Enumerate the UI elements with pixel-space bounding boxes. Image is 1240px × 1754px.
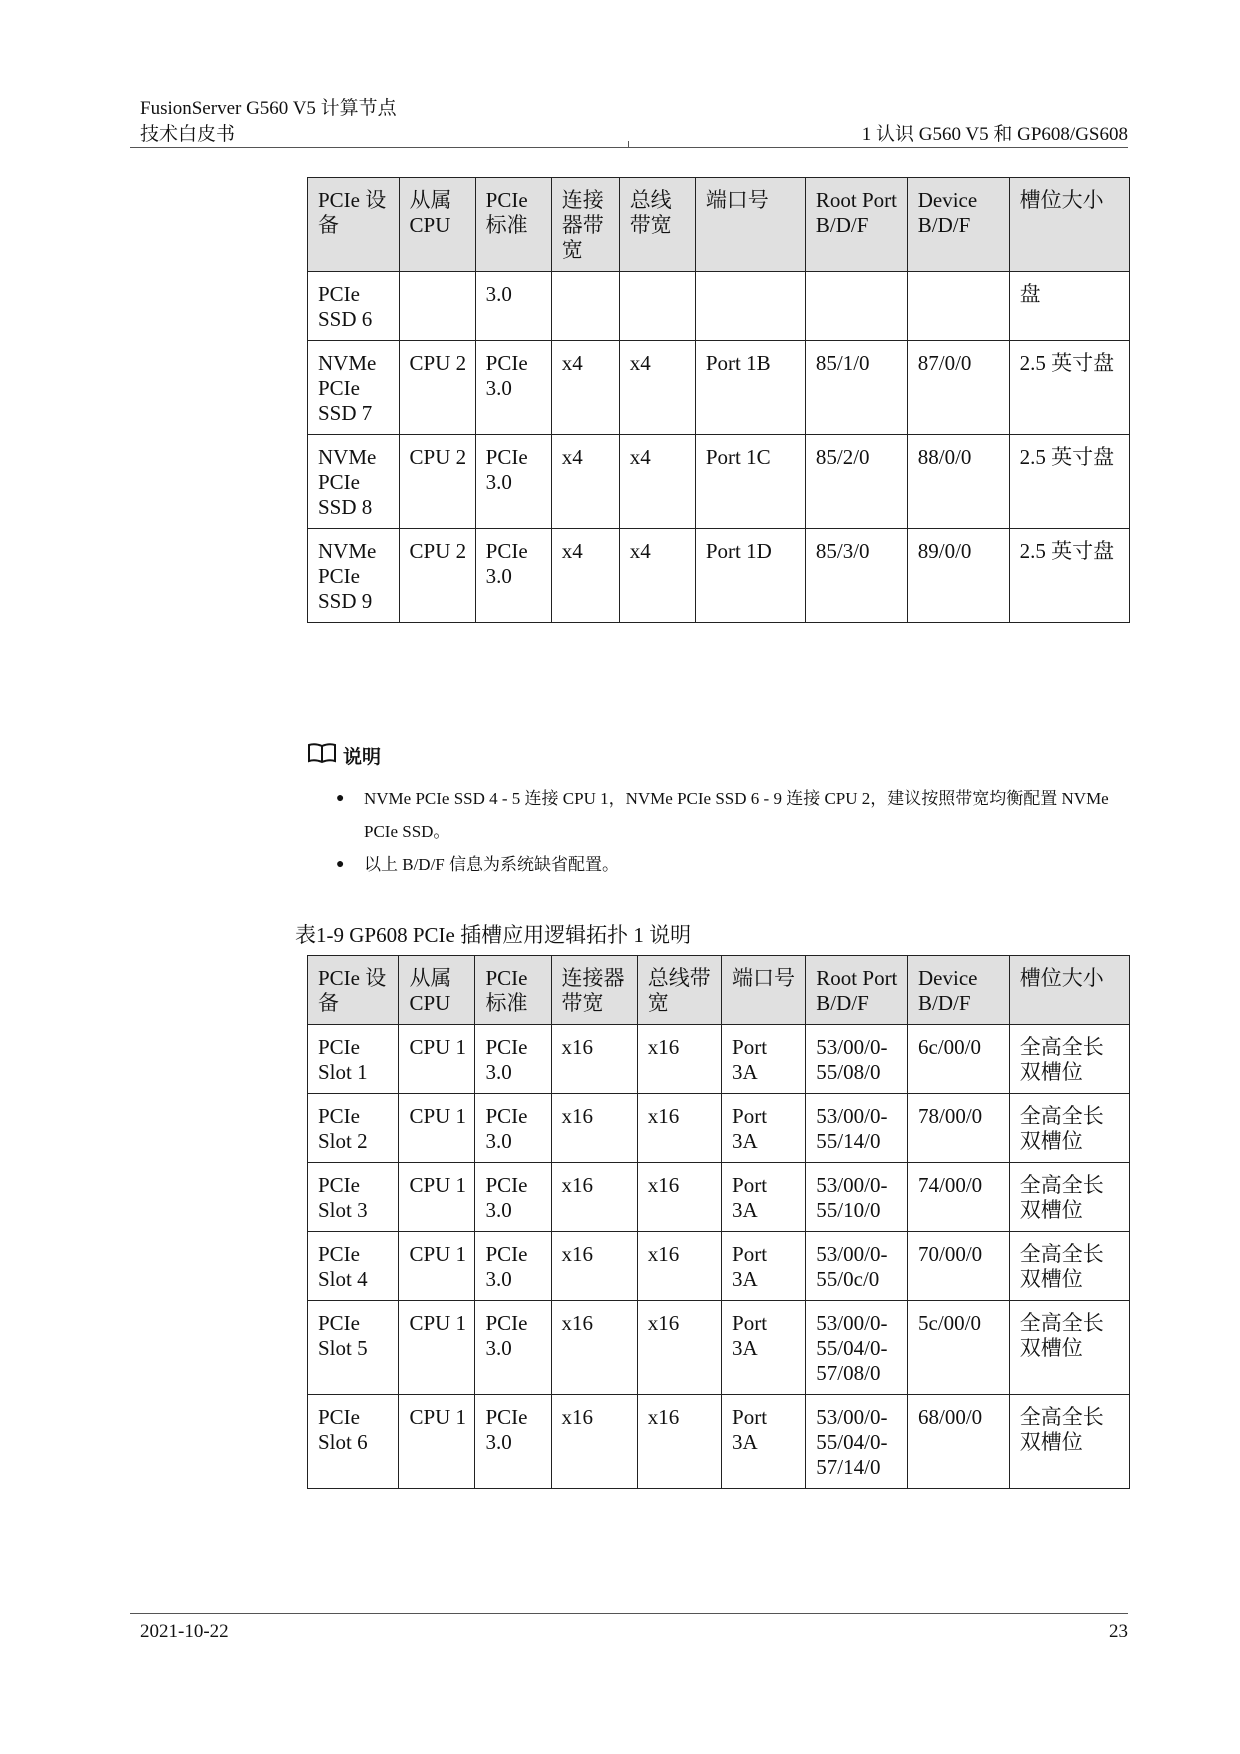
table-cell: 53/00/0-55/10/0 [806, 1163, 908, 1232]
column-header: 连接器带宽 [551, 956, 637, 1025]
table-cell: 53/00/0-55/04/0-57/08/0 [806, 1301, 908, 1395]
table-cell: 70/00/0 [908, 1232, 1010, 1301]
table-cell: 6c/00/0 [908, 1025, 1010, 1094]
header-product: FusionServer G560 V5 计算节点 [140, 98, 397, 119]
table-cell: NVMe PCIe SSD 9 [308, 529, 400, 623]
table-cell: PCIe 3.0 [475, 529, 551, 623]
table-cell: NVMe PCIe SSD 7 [308, 341, 400, 435]
header-divider-tick [628, 141, 629, 147]
table-cell: PCIe 3.0 [475, 435, 551, 529]
table-cell: x4 [551, 435, 619, 529]
table-row [308, 1301, 1130, 1395]
page-number: 23 [1109, 1621, 1128, 1642]
table-cell: x16 [637, 1232, 721, 1301]
table-cell: x16 [551, 1094, 637, 1163]
table-cell: PCIe Slot 6 [308, 1395, 399, 1489]
table-cell: PCIe Slot 4 [308, 1232, 399, 1301]
pcie-slot-table [307, 955, 1130, 1489]
table-cell: CPU 1 [399, 1094, 475, 1163]
table-cell: CPU 1 [399, 1025, 475, 1094]
note-heading [307, 742, 381, 769]
table-cell: PCIe 3.0 [475, 341, 551, 435]
table-cell: PCIe 3.0 [475, 1163, 551, 1232]
table-cell: x16 [551, 1232, 637, 1301]
table-row [308, 1025, 1130, 1094]
table-cell: CPU 1 [399, 1301, 475, 1395]
table-cell: 全高全长双槽位 [1009, 1232, 1129, 1301]
table-row [308, 1094, 1130, 1163]
table-cell: x16 [551, 1395, 637, 1489]
table-cell: CPU 2 [399, 435, 475, 529]
table-cell: PCIe Slot 1 [308, 1025, 399, 1094]
table-cell: Port 3A [722, 1025, 806, 1094]
table-cell: 全高全长双槽位 [1009, 1025, 1129, 1094]
column-header: 从属 CPU [399, 178, 475, 272]
page-header [140, 96, 1128, 148]
table-cell: 盘 [1009, 272, 1129, 341]
table-cell: x16 [637, 1094, 721, 1163]
table-cell: Port 3A [722, 1232, 806, 1301]
header-doc-type: 技术白皮书 [140, 124, 236, 145]
table-row [308, 1163, 1130, 1232]
table-cell: 74/00/0 [908, 1163, 1010, 1232]
column-header: PCIe 标准 [475, 956, 551, 1025]
table-cell: x16 [637, 1395, 721, 1489]
column-header: 端口号 [695, 178, 805, 272]
table-cell: 89/0/0 [907, 529, 1009, 623]
table-cell: 78/00/0 [908, 1094, 1010, 1163]
column-header: Device B/D/F [908, 956, 1010, 1025]
page-footer [140, 1621, 1128, 1643]
column-header: PCIe 设备 [308, 956, 399, 1025]
table-cell: CPU 2 [399, 341, 475, 435]
column-header: 槽位大小 [1009, 956, 1129, 1025]
header-chapter: 1 认识 G560 V5 和 GP608/GS608 [861, 124, 1128, 145]
column-header: 槽位大小 [1009, 178, 1129, 272]
table-caption: 表1-9 GP608 PCIe 插槽应用逻辑拓扑 1 说明 [295, 923, 692, 947]
table-cell: 87/0/0 [907, 341, 1009, 435]
table-cell [907, 272, 1009, 341]
header-divider [130, 147, 1128, 148]
table-header-row [308, 178, 1130, 272]
table-cell: x16 [637, 1025, 721, 1094]
table-cell: NVMe PCIe SSD 8 [308, 435, 400, 529]
table-cell: x4 [619, 529, 695, 623]
bullet-icon: ● [336, 791, 345, 806]
table-cell: PCIe Slot 3 [308, 1163, 399, 1232]
table-cell: 53/00/0-55/08/0 [806, 1025, 908, 1094]
list-item: ● 以上 B/D/F 信息为系统缺省配置。 [336, 848, 1126, 881]
column-header: Device B/D/F [907, 178, 1009, 272]
table-cell: 全高全长双槽位 [1009, 1301, 1129, 1395]
table-cell: PCIe 3.0 [475, 1232, 551, 1301]
table-cell: 全高全长双槽位 [1009, 1395, 1129, 1489]
table-cell: x16 [551, 1301, 637, 1395]
footer-date: 2021-10-22 [140, 1621, 229, 1642]
column-header: 端口号 [722, 956, 806, 1025]
table-cell: x4 [551, 529, 619, 623]
table-cell: Port 1D [695, 529, 805, 623]
table-cell: PCIe 3.0 [475, 1025, 551, 1094]
table-cell: Port 3A [722, 1395, 806, 1489]
table-cell: x16 [637, 1163, 721, 1232]
table-cell: 3.0 [475, 272, 551, 341]
list-item: ● NVMe PCIe SSD 4 - 5 连接 CPU 1，NVMe PCIe SSD 6 - 9 连接 CPU 2，建议按照带宽均衡配置 NVMe PCIe SSD。 [336, 782, 1126, 848]
table-cell: 85/3/0 [805, 529, 907, 623]
table-cell: PCIe 3.0 [475, 1301, 551, 1395]
table-cell: Port 3A [722, 1301, 806, 1395]
table-cell: 85/1/0 [805, 341, 907, 435]
table-cell [399, 272, 475, 341]
table-cell: x16 [551, 1025, 637, 1094]
table-cell: PCIe SSD 6 [308, 272, 400, 341]
table-cell [551, 272, 619, 341]
note-title: 说明 [343, 746, 382, 768]
table-cell: Port 1C [695, 435, 805, 529]
column-header: Root Port B/D/F [805, 178, 907, 272]
table-cell [805, 272, 907, 341]
table-cell [619, 272, 695, 341]
column-header: PCIe 设备 [308, 178, 400, 272]
table-cell: x16 [637, 1301, 721, 1395]
table-cell: Port 3A [722, 1094, 806, 1163]
column-header: PCIe 标准 [475, 178, 551, 272]
bullet-icon: ● [336, 857, 345, 872]
note-list [336, 782, 1126, 881]
table-row [308, 1232, 1130, 1301]
table-cell: 53/00/0-55/04/0-57/14/0 [806, 1395, 908, 1489]
table-cell [695, 272, 805, 341]
table-cell: 2.5 英寸盘 [1009, 435, 1129, 529]
table-cell: 5c/00/0 [908, 1301, 1010, 1395]
table-cell: PCIe 3.0 [475, 1094, 551, 1163]
table-cell: 85/2/0 [805, 435, 907, 529]
table-cell: 2.5 英寸盘 [1009, 341, 1129, 435]
table-cell: x4 [619, 435, 695, 529]
table-cell: x16 [551, 1163, 637, 1232]
pcie-ssd-table [307, 177, 1130, 623]
table-header-row [308, 956, 1130, 1025]
table-row [308, 435, 1130, 529]
table-cell: x4 [551, 341, 619, 435]
table-cell: PCIe Slot 5 [308, 1301, 399, 1395]
table-cell: Port 1B [695, 341, 805, 435]
table-cell: Port 3A [722, 1163, 806, 1232]
table-row [308, 341, 1130, 435]
column-header: Root Port B/D/F [806, 956, 908, 1025]
table-cell: 2.5 英寸盘 [1009, 529, 1129, 623]
table-cell: CPU 2 [399, 529, 475, 623]
footer-divider [130, 1613, 1128, 1614]
table-cell: CPU 1 [399, 1395, 475, 1489]
table-cell: CPU 1 [399, 1163, 475, 1232]
table-cell: PCIe Slot 2 [308, 1094, 399, 1163]
table-cell: PCIe 3.0 [475, 1395, 551, 1489]
table-cell: 全高全长双槽位 [1009, 1163, 1129, 1232]
table-cell: 全高全长双槽位 [1009, 1094, 1129, 1163]
book-icon [307, 742, 337, 769]
table-cell: 53/00/0-55/0c/0 [806, 1232, 908, 1301]
column-header: 从属 CPU [399, 956, 475, 1025]
table-row [308, 1395, 1130, 1489]
table-cell: 53/00/0-55/14/0 [806, 1094, 908, 1163]
table-cell: 68/00/0 [908, 1395, 1010, 1489]
table-cell: 88/0/0 [907, 435, 1009, 529]
column-header: 总线带宽 [637, 956, 721, 1025]
table-row [308, 272, 1130, 341]
column-header: 连接器带宽 [551, 178, 619, 272]
table-cell: x4 [619, 341, 695, 435]
table-cell: CPU 1 [399, 1232, 475, 1301]
column-header: 总线带宽 [619, 178, 695, 272]
table-row [308, 529, 1130, 623]
